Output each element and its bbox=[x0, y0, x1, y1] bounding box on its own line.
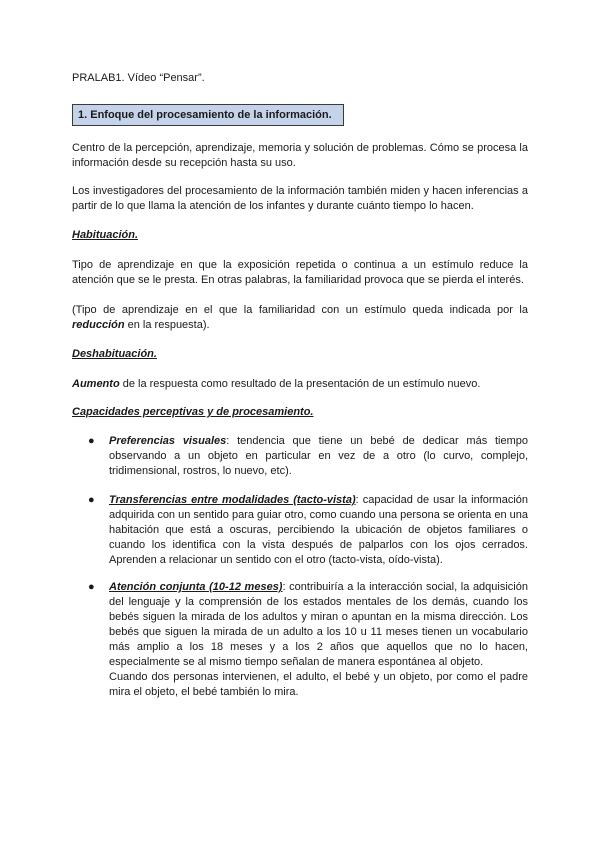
bullet-icon: ● bbox=[88, 494, 95, 506]
document-header: PRALAB1. Vídeo “Pensar”. bbox=[72, 72, 205, 84]
habituacion-paragraph-2 bbox=[72, 303, 528, 333]
list-item-body: : contribuiría a la interacción social, la adquisición del lenguaje y la comprensión de los estados mentales de los demás, cuando los bebés siguen la mirada de los adultos y miran o apuntan en la misma dirección. Los bebés que siguen la mirada de un adulto a los 10 u 11 meses tienen un vocabulario más amplio a los 18 meses y a los 2 años que aquellos que no lo hacen, especialmente se al mismo tiempo señalan de manera espontánea al objeto. bbox=[109, 581, 528, 668]
atencion-extra-paragraph: Cuando dos personas intervienen, el adulto, el bebé y un objeto, por como el padre mira el objeto, el bebé también lo mira. bbox=[109, 671, 528, 698]
list-item-body: : tendencia que tiene un bebé de dedicar más tiempo observando a un objeto en particular en vez de a otro (lo curvo, complejo, tridimensional, rostros, lo nuevo, etc). bbox=[109, 435, 528, 477]
deshabituacion-text: de la respuesta como resultado de la presentación de un estímulo nuevo. bbox=[119, 378, 481, 390]
capacidades-heading: Capacidades perceptivas y de procesamiento. bbox=[72, 406, 314, 418]
list-item-text bbox=[109, 493, 528, 568]
list-item-term: Transferencias entre modalidades (tacto-vista) bbox=[109, 494, 356, 506]
list-item-term: Atención conjunta (10-12 meses) bbox=[109, 581, 283, 593]
intro-paragraph-2: Los investigadores del procesamiento de la información también miden y hacen inferencias a partir de lo que llama la atención de los infantes y durante cuánto tiempo lo hacen. bbox=[72, 185, 528, 212]
bullet-icon: ● bbox=[88, 435, 95, 447]
habituacion-p2-start: (Tipo de aprendizaje en el que la familiaridad con un estímulo queda indicada por la bbox=[72, 304, 528, 316]
atencion-paragraph bbox=[109, 580, 528, 670]
reduccion-term: reducción bbox=[72, 319, 125, 331]
intro-paragraph-1: Centro de la percepción, aprendizaje, memoria y solución de problemas. Cómo se procesa la información desde su recepción hasta su uso. bbox=[72, 142, 528, 169]
habituacion-p2-end: en la respuesta). bbox=[124, 319, 210, 331]
list-item-term: Preferencias visuales bbox=[109, 435, 227, 447]
aumento-term: Aumento bbox=[72, 378, 120, 390]
list-item-text bbox=[109, 434, 528, 479]
habituacion-heading: Habituación. bbox=[72, 229, 139, 241]
section-title-box bbox=[72, 104, 344, 126]
deshabituacion-paragraph bbox=[72, 377, 528, 392]
list-item-body: : capacidad de usar la información adquirida con un sentido para guiar otro, como cuando una persona se orienta en una habitación que está a oscuras, percibiendo la ubicación de objetos familiares o cuando los identifica con la vista después de palparlos con los ojos cerrados. Aprenden a relacionar un sentido con el otro (tacto-vista, oído-vista). bbox=[109, 494, 528, 566]
deshabituacion-heading: Deshabituación. bbox=[72, 348, 157, 360]
habituacion-paragraph-1: Tipo de aprendizaje en que la exposición repetida o continua a un estímulo reduce la atención que se le presta. En otras palabras, la familiaridad provoca que se pierda el interés. bbox=[72, 259, 528, 286]
list-item-text bbox=[109, 580, 528, 700]
bullet-icon: ● bbox=[88, 581, 95, 593]
section-title: 1. Enfoque del procesamiento de la información. bbox=[78, 109, 332, 121]
